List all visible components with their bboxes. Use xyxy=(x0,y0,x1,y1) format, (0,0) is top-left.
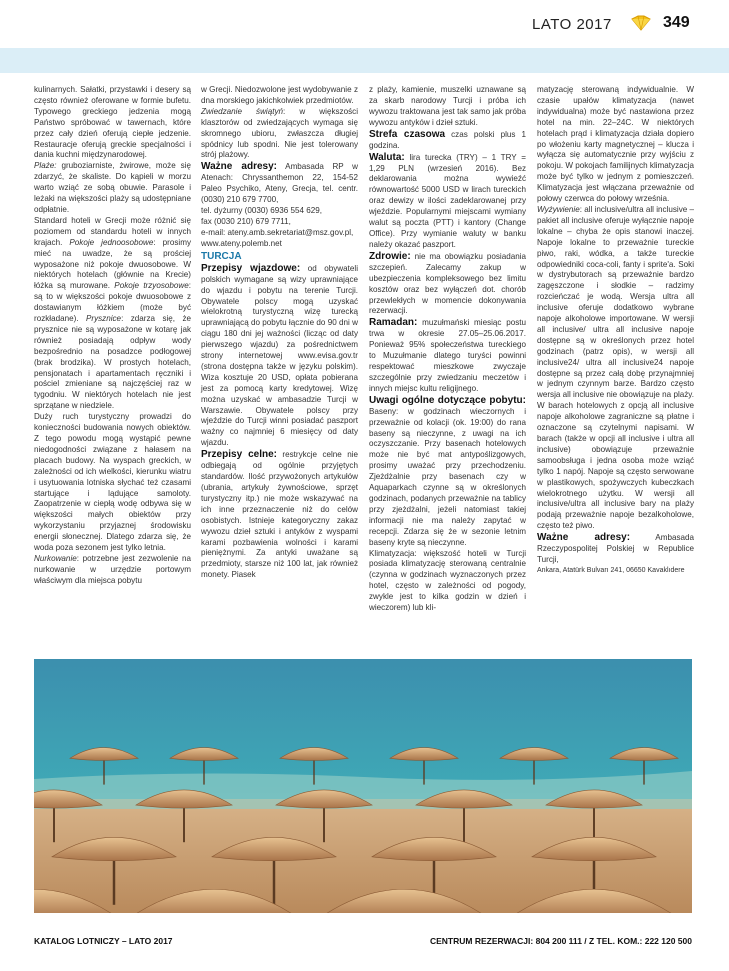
header-band xyxy=(0,48,729,73)
text: lira turecka (TRY) – 1 TRY = 1,29 PLN (wrzesień 2016). Bez deklarowania można wywieźć równowartość 5000 USD w lirach tureckich oraz dewizy w ilości zadeklarowanej przy wjeździe. Popularnymi miejscami wymiany walut są poczta (PTT) i kantory (Change Office). Przy wymianie waluty w banku należy okazać paszport. xyxy=(369,152,526,249)
text: Baseny: w godzinach wieczornych i przeważnie od kolacji (ok. 19:00) do rana baseny są nieczynne, z uwagi na ich oczyszczanie. Przy basenach hotelowych może nie być mat antypoślizgowych, prosimy uważać przy przechodzeniu. Zjeżdżalnie przy basenach czy w Aquaparkach czynne są w określonych godzinach, podanych przeważnie na tablicy przy zjeżdżalni, jeżeli natomiast takiej informacji nie ma należy zapytać w recepcji. Zdarza się że w sezonie letnim baseny kryte są nieczynne. xyxy=(369,406,526,547)
text: gruboziarniste, żwirowe, może się zdarzyć, że skaliste. Do kąpieli w morzu warto wziąć ze sobą obuwie. Parasole i leżaki na większości plaży są udostępniane odpłatnie. xyxy=(34,161,191,214)
footer-catalog: KATALOG LOTNICZY – LATO 2017 xyxy=(34,936,173,946)
label: Ważne adresy: xyxy=(201,161,278,173)
paragraph xyxy=(369,251,526,318)
text: : all inclusive/ultra all inclusive – pakiet all inclusive oferuje wyłącznie napoje lokalne – chyba że opis stanowi inaczej. Napoje lokalne to przeważnie tureckie piwo, raki, wódka, a także tureckie odpowiedniki coca-coli, fanty i sprite'a. Soki w dystrybutorach są przeważnie bardzo zagęszczone i słodkie – radzimy rozcieńczać je wodą. Wersja ultra all inclusive oferuje dodatkowo wybrane napoje alkoholowe importowane. W wersji all inclusive/ ultra all inclusive napoje dostępne są w określonych przez hotel godzinach (patrz opis), w wersji all inclusive24/ ultra all inclusive24 napoje dostępne są przez całą dobę przynajmniej w jednym czynnym barze. Bardzo często wersja all inclusive nie obowiązuje na plaży. W barach hotelowych z opcją all inclusive napoje alkoholowe zagraniczne są płatne i oznaczone są czytelnymi napisami. W barach (także w opcji all inclusive i ultra all inclusive) obowiązuje przeważnie samoobsługa i jedna osoba może wziąć tylko 1 napój. Napoje są często serwowane w plastikowych, spożywczych kubeczkach wielokrotnego użytku. W wersji all inclusive/ultra all inclusive bary na plaży podają przeważnie napoje bezalkoholowe, często też piwo. xyxy=(537,204,694,531)
label: Przepisy celne: xyxy=(201,449,277,461)
section-title-turcja: TURCJA xyxy=(201,250,242,262)
label: Przepisy wjazdowe: xyxy=(201,262,301,274)
address: Ankara, Atatürk Bulvarı 241, 06650 Kavaklıdere xyxy=(537,566,685,574)
label: Pokoje trzyosobowe xyxy=(114,281,189,291)
text-column-1 xyxy=(34,85,191,587)
text: Ambasada RP w Atenach: Chryssanthemon 22, 154-52 Paleo Psychiko, Ateny, Grecja, tel. centr. (0030) 210 679 7700, xyxy=(201,162,359,205)
paragraph: z plaży, kamienie, muszelki uznawane są za skarb narodowy Turcji i próba ich wywozu traktowana jest tak samo jak próba wywozu antyków i dzieł sztuki. xyxy=(369,85,526,127)
paragraph: w Grecji. Niedozwolone jest wydobywanie z dna morskiego jakichkolwiek przedmiotów. xyxy=(201,85,358,105)
footer-reservation: CENTRUM REZERWACJI: 804 200 111 / Z TEL. KOM.: 222 120 500 xyxy=(429,936,692,946)
label: Ramadan: xyxy=(369,317,418,329)
website-link[interactable]: www.ateny.polemb.net xyxy=(201,238,282,248)
label: Wyżywienie xyxy=(537,204,580,214)
label: Waluta: xyxy=(369,151,405,163)
paragraph xyxy=(369,317,526,394)
paragraph xyxy=(34,554,191,587)
text: : potrzebne jest zezwolenie na nurkowanie w urzędzie portowym właściwym dla miejsca pobytu xyxy=(34,553,191,585)
label: Uwagi ogólne dotyczące pobytu: xyxy=(369,394,526,406)
text: : są to w większości pokoje dwuosobowe z dostawianym łóżkiem (może być rozkładane). xyxy=(34,281,191,324)
text: : zdarza się, że prysznice nie są wyposażone w kotarę jak również posiadają odpływ wody bezpośrednio na posadzce podłogowej (brak brodzika). W prostych hotelach, pensjonatach i apartamentach ręczniki i pościel zmieniane są najczęściej raz w tygodniu. W niektórych hotelach nie jest sprzątane w niedziele. xyxy=(34,314,191,411)
paragraph xyxy=(201,449,358,581)
text-column-3 xyxy=(369,85,526,614)
text: czas polski plus 1 godzina. xyxy=(369,129,526,150)
text: : prosimy mieć na uwadze, że są prościej wyposażone niż pokoje dwuosobowe. W niektórych hotelach (głównie na Krecie) łóżka są murowane. xyxy=(34,237,192,291)
text: muzułmański miesiąc postu trwa w okresie 27.05–25.06.2017. Ponieważ 95% społeczeństwa tureckiego to Muzułmanie dlatego turyści powinni respektować mieszkowe zwyczaje szczególnie przy zwiedzaniu meczetów i innych miejsc kultu religijnego. xyxy=(369,318,526,393)
paragraph xyxy=(537,532,694,566)
label: Pokoje jednoosobowe xyxy=(69,237,154,247)
beach-umbrellas-photo xyxy=(34,659,692,913)
paragraph: kulinarnych. Sałatki, przystawki i desery są często również oferowane w formie bufetu. Typowego greckiego jedzenia mogą Państwo spróbować w tawernach, które przez cały dzień oferują ciepłe jedzenie. Restauracje oferują greckie specjalności i dania kuchni międzynarodowej. xyxy=(34,85,191,160)
page-number: 349 xyxy=(663,14,690,31)
text-column-4 xyxy=(537,85,694,577)
text: nie ma obowiązku posiadania szczepień. Zalecamy zakup w ubezpieczenia kompleksowego bez limitu kosztów oraz bez wyłączeń dot. chorób przewlekłych w momencie dokonywania rezerwacji. xyxy=(369,251,526,316)
paragraph: Duży ruch turystyczny prowadzi do konieczności budowania nowych obiektów. Z tego powodu mogą wystąpić pewne niedogodności związane z hałasem na placach budowy. Na wyspach greckich, w zależności od ich wielkości, kierunku wiatru i usytuowania lotniska słychać też czasami startujące i lądujące samoloty. Zaopatrzenie w ciepłą wodę odbywa się w większości małych obiektów przy wykorzystaniu przyjaznej środowisku energii słonecznej. Dlatego zdarza się, że woda poza sezonem jest tylko letnia. xyxy=(34,412,191,553)
fax: fax (0030 210) 679 7711, xyxy=(201,216,291,226)
paragraph xyxy=(201,107,358,162)
text: Ambasada Rzeczypospolitej Polskiej w Republice Turcji, xyxy=(537,533,694,565)
text: restrykcje celne nie odbiegają od ogólnie przyjętych standardów. Ilość przywożonych artykułów (ubrania, artykuły żywnościowe, sprzęt turystyczny itp.) nie może wskazywać na ich inne przeznaczenie niż do celów osobistych. Istnieje kategoryczny zakaz wywozu dzieł sztuki i antyków z wyspami karami pozbawienia wolności i karami pieniężnymi. Za antyki uważane są przedmioty, starsze niż 100 lat, jak również monety. Piasek xyxy=(201,450,359,580)
sun-logo-icon xyxy=(630,15,652,31)
label: Nurkowanie xyxy=(34,553,77,563)
text: Standard hoteli w Grecji może różnić się poziomem od standardu hoteli w innych krajach. xyxy=(34,215,191,247)
phone: tel. dyżurny (0030) 6936 554 629, xyxy=(201,206,323,216)
paragraph: matyzację sterowaną indywidualnie. W czasie upałów klimatyzacja (nawet indywidualna) może być nastawiona przez hotel na min. 22–24C. W niektórych hotelach prąd i klimatyzacja działa dopiero po włożeniu karty magnetycznej – klucza i wyłącza się automatycznie przy wyjściu z pokoju. W pokojach familijnych klimatyzacja może być tylko w jednym z pomieszczeń. Klimatyzacja jest włączana przeważnie od połowy czerwca do połowy września. xyxy=(537,85,694,204)
paragraph: Klimatyzacja: większość hoteli w Turcji posiada klimatyzację sterowaną centralnie (czynna w godzinach wyznaczonych przez hotel, często w zależności od pogody, zwykle jest to kilka godzin w dzień i wieczorem) lub kli- xyxy=(369,548,526,613)
text-column-2 xyxy=(201,85,358,581)
label: Strefa czasowa xyxy=(369,128,446,140)
paragraph xyxy=(34,161,191,216)
label: Ważne adresy: xyxy=(537,532,631,544)
email[interactable]: e-mail: ateny.amb.sekretariat@msz.gov.pl, xyxy=(201,227,354,237)
paragraph xyxy=(201,263,358,450)
label: Zwiedzanie świątyń xyxy=(201,106,284,116)
text: od obywateli polskich wymagane są wizy uprawniające do wjazdu i pobytu na terenie Turcji. Obywatele polscy mogą uzyskać wielokrotną turystyczną wizę turecką uprawniającą do pobytu łącznie do 90 dni w ciągu 180 dni jej ważności (licząc od daty pierwszego wjazdu) za pośrednictwem strony internetowej www.evisa.gov.tr (strona dostępna także w języku polskim). Wiza kosztuje 20 USD, opłata pobierana jest za pomocą karty kredytowej. Wizę można uzyskać w ambasadzie Turcji w Warszawie. Obywatele polscy przy wjeździe do Turcji winni posiadać paszport ważny co najmniej 6 miesięcy od daty wjazdu. xyxy=(201,263,358,448)
text: : w większości klasztorów od zwiedzających wymaga się skromnego ubioru, zwłaszcza długiej spódnicy lub spodni. Nie jest tolerowany strój plażowy. xyxy=(201,106,358,160)
paragraph xyxy=(34,216,191,412)
paragraph xyxy=(369,129,526,152)
paragraph xyxy=(369,395,526,549)
label: Prysznice xyxy=(85,314,122,324)
label: Zdrowie: xyxy=(369,250,411,262)
paragraph xyxy=(369,152,526,251)
paragraph xyxy=(537,205,694,532)
label: Plaże: xyxy=(34,161,57,171)
paragraph xyxy=(201,161,358,206)
header-season: LATO 2017 xyxy=(532,16,612,33)
